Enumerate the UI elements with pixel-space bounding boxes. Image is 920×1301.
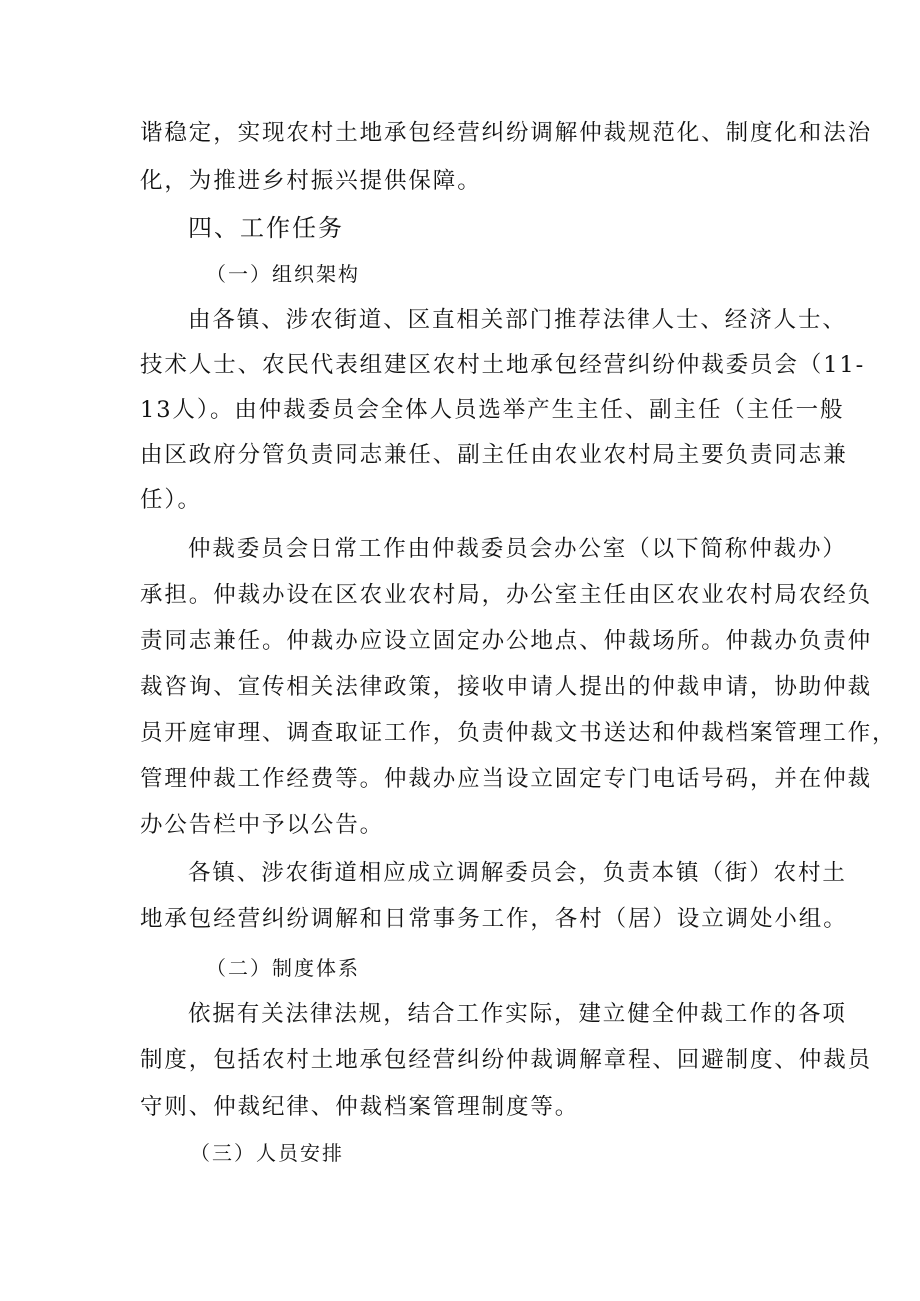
para1-line-2: 技术人士、农民代表组建区农村土地承包经营纠纷仲裁委员会（11- (140, 352, 866, 378)
section-heading: 四、工作任务 (188, 214, 344, 242)
subsection-2-line-2: 制度，包括农村土地承包经营纠纷仲裁调解章程、回避制度、仲裁员 (140, 1047, 873, 1073)
intro-line-2: 化，为推进乡村振兴提供保障。 (140, 168, 482, 194)
para2-line-6: 管理仲裁工作经费等。仲裁办应当设立固定专门电话号码，并在仲裁 (140, 766, 873, 792)
subsection-2-line-1: 依据有关法律法规，结合工作实际，建立健全仲裁工作的各项 (188, 1001, 847, 1027)
subsection-3-title: （三）人员安排 (190, 1141, 344, 1165)
para2-line-7: 办公告栏中予以公告。 (140, 812, 385, 838)
para2-line-1: 仲裁委员会日常工作由仲裁委员会办公室（以下简称仲裁办） (188, 536, 847, 562)
para1-line-4: 由区政府分管负责同志兼任、副主任由农业农村局主要负责同志兼 (140, 442, 848, 468)
subsection-1-title: （一）组织架构 (206, 262, 360, 286)
para2-line-2: 承担。仲裁办设在区农业农村局，办公室主任由区农业农村局农经负 (140, 582, 873, 608)
para3-line-2: 地承包经营纠纷调解和日常事务工作，各村（居）设立调处小组。 (140, 906, 848, 932)
subsection-2-title: （二）制度体系 (206, 956, 360, 980)
para1-line-3: 13人）。由仲裁委员会全体人员选举产生主任、副主任（主任一般 (140, 397, 845, 423)
subsection-2-line-3: 守则、仲裁纪律、仲裁档案管理制度等。 (140, 1094, 580, 1120)
intro-line-1: 谐稳定，实现农村土地承包经营纠纷调解仲裁规范化、制度化和法治 (140, 120, 873, 146)
para2-line-3: 责同志兼任。仲裁办应设立固定办公地点、仲裁场所。仲裁办负责仲 (140, 628, 873, 654)
para3-line-1: 各镇、涉农街道相应成立调解委员会，负责本镇（街）农村土 (188, 860, 847, 886)
para2-line-4: 裁咨询、宣传相关法律政策，接收申请人提出的仲裁申请，协助仲裁 (140, 674, 873, 700)
para2-line-5: 员开庭审理、调查取证工作，负责仲裁文书送达和仲裁档案管理工作， (140, 720, 897, 746)
para1-line-1: 由各镇、涉农街道、区直相关部门推荐法律人士、经济人士、 (188, 307, 847, 333)
para1-line-5: 任）。 (140, 487, 202, 513)
